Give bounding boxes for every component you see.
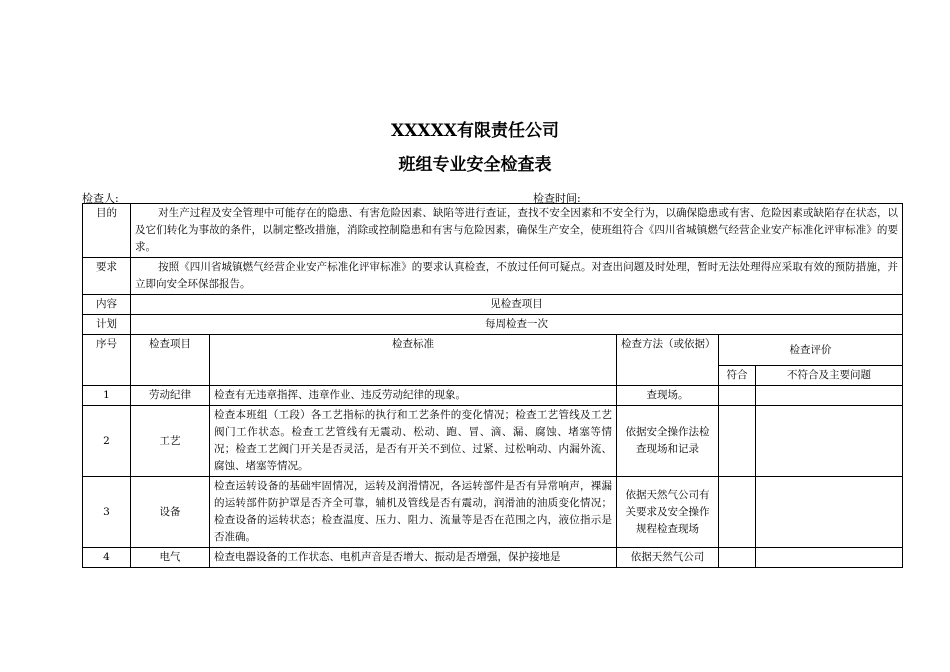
inspection-time-label: 检查时间: [533, 192, 581, 205]
info-label: 计划 [83, 315, 131, 335]
header-evaluation: 检查评价 [719, 335, 903, 366]
row-standard: 检查本班组（工段）各工艺指标的执行和工艺条件的变化情况；检查工艺管线及工艺阀门工作状态。检查工艺管线有无震动、松动、跑、冒、滴、漏、腐蚀、堵塞等情况；检查工艺阀门开关是否灵活，是否有开关不到位、过紧、过松响动、内漏外流、腐蚀、堵塞等情况。 [210, 406, 617, 477]
table-row [83, 406, 903, 477]
row-standard: 检查电器设备的工作状态、电机声音是否增大、振动是否增强，保护接地是 [210, 548, 617, 568]
row-method: 查现场。 [617, 386, 719, 406]
info-label: 要求 [83, 258, 131, 295]
row-item: 工艺 [131, 406, 210, 477]
header-seq: 序号 [83, 335, 131, 386]
inspector-label: 检查人: [82, 192, 119, 205]
info-label: 内容 [83, 295, 131, 315]
row-nonconform-cell [756, 406, 903, 477]
row-nonconform-cell [756, 386, 903, 406]
row-item: 电气 [131, 548, 210, 568]
row-seq: 3 [83, 477, 131, 548]
table-row [83, 477, 903, 548]
info-text: 按照《四川省城镇燃气经营企业安产标准化评审标准》的要求认真检查，不放过任何可疑点。对查出问题及时处理，暂时无法处理得应采取有效的预防措施，并立即向安全环保部报告。 [131, 258, 903, 295]
inspection-table [82, 203, 903, 568]
row-nonconform-cell [756, 548, 903, 568]
row-seq: 2 [83, 406, 131, 477]
row-method: 依据天然气公司 [617, 548, 719, 568]
info-text: 对生产过程及安全管理中可能存在的隐患、有害危险因素、缺陷等进行查证，查找不安全因素和不安全行为，以确保隐患或有害、危险因素或缺陷存在状态，以及它们转化为事故的条件，以制定整改措施，消除或控制隐患和有害与危险因素，确保生产安全，使班组符合《四川省城镇燃气经营企业安产标准化评审标准》的要求。 [131, 204, 903, 258]
table-row [83, 386, 903, 406]
row-seq: 4 [83, 548, 131, 568]
table-row [83, 548, 903, 568]
row-seq: 1 [83, 386, 131, 406]
column-header-row [83, 335, 903, 366]
row-conform-cell [719, 386, 756, 406]
document-title: 班组专业安全检查表 [398, 155, 552, 175]
header-item: 检查项目 [131, 335, 210, 386]
company-name: XXXXX有限责任公司 [391, 121, 559, 141]
row-item: 劳动纪律 [131, 386, 210, 406]
row-conform-cell [719, 477, 756, 548]
header-nonconform: 不符合及主要问题 [756, 366, 903, 386]
header-standard: 检查标准 [210, 335, 617, 386]
row-conform-cell [719, 548, 756, 568]
row-method: 依据天然气公司有关要求及安全操作规程检查现场 [617, 477, 719, 548]
info-row-purpose [83, 204, 903, 258]
header-conform: 符合 [719, 366, 756, 386]
row-standard: 检查运转设备的基础牢固情况，运转及润滑情况，各运转部件是否有异常响声，裸漏的运转部件防护罩是否齐全可靠，辅机及管线是否有震动，润滑油的油质变化情况；检查设备的运转状态；检查温度、压力、阻力、流量等是否在范围之内，液位指示是否准确。 [210, 477, 617, 548]
info-text: 每周检查一次 [131, 315, 903, 335]
row-standard: 检查有无违章指挥、违章作业、违反劳动纪律的现象。 [210, 386, 617, 406]
row-item: 设备 [131, 477, 210, 548]
info-row-content [83, 295, 903, 315]
row-conform-cell [719, 406, 756, 477]
info-row-plan [83, 315, 903, 335]
info-row-requirement [83, 258, 903, 295]
row-method: 依据安全操作法检查现场和记录 [617, 406, 719, 477]
row-nonconform-cell [756, 477, 903, 548]
header-method: 检查方法（或依据） [617, 335, 719, 386]
info-label: 目的 [83, 204, 131, 258]
info-text: 见检查项目 [131, 295, 903, 315]
